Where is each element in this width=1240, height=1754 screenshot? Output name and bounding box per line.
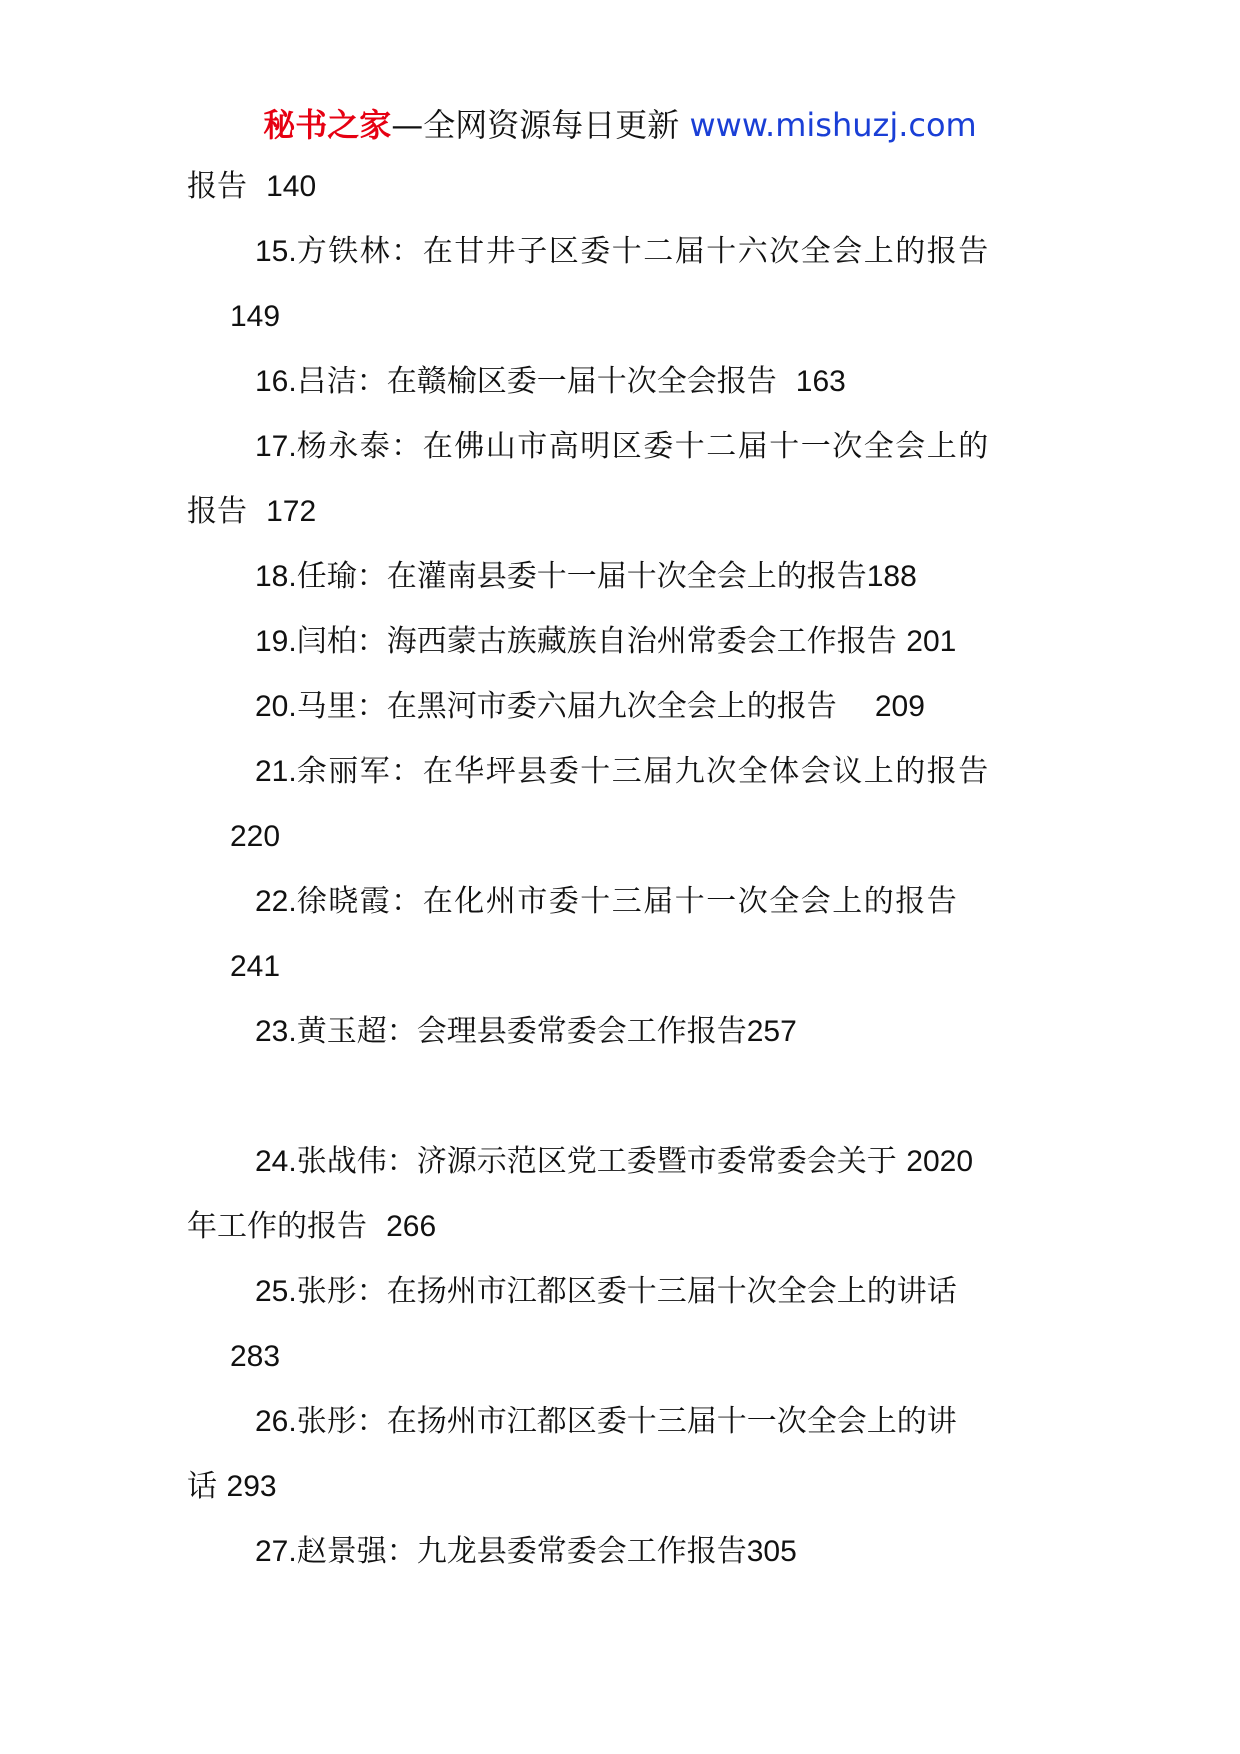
page-header — [0, 100, 1240, 146]
toc-entry-text: 黄玉超：会理县委常委会工作报告 — [296, 1014, 747, 1049]
toc-entry-page: 201 — [906, 625, 957, 658]
toc-entry-page: 305 — [746, 1535, 797, 1568]
toc-entry-20 — [255, 687, 925, 727]
toc-entry-25-page: 283 — [230, 1340, 281, 1373]
toc-entry-page: 188 — [866, 560, 917, 593]
toc-entry-year: 2020 — [906, 1145, 974, 1178]
toc-entry-page: 172 — [266, 495, 317, 528]
toc-entry-14-tail — [187, 167, 316, 207]
toc-entry-page: 163 — [795, 365, 846, 398]
toc-entry-15-page: 149 — [230, 300, 281, 333]
toc-entry-text: 徐晓霞：在化州市委十三届十一次全会上的报告 — [296, 884, 959, 919]
toc-entry-number: 20. — [255, 690, 297, 723]
toc-entry-number: 18. — [255, 560, 297, 593]
toc-entry-page: 140 — [266, 170, 317, 203]
toc-entry-text: 报告 — [187, 494, 247, 529]
toc-entry-number: 17. — [255, 430, 297, 463]
toc-entry-26-cont — [187, 1467, 277, 1507]
toc-entry-number: 15. — [255, 235, 297, 268]
toc-entry-number: 24. — [255, 1145, 297, 1178]
toc-entry-number: 22. — [255, 885, 297, 918]
toc-entry-text: 任瑜：在灌南县委十一届十次全会上的报告 — [296, 559, 867, 594]
toc-entry-number: 16. — [255, 365, 297, 398]
toc-entry-text: 吕洁：在赣榆区委一届十次全会报告 — [296, 364, 777, 399]
toc-entry-22-page: 241 — [230, 950, 281, 983]
header-tagline: —全网资源每日更新 — [391, 106, 690, 144]
toc-entry-22 — [255, 882, 958, 922]
toc-entry-text: 赵景强：九龙县委常委会工作报告 — [296, 1534, 747, 1569]
toc-entry-text: 报告 — [187, 169, 247, 204]
toc-entry-17 — [255, 427, 990, 467]
toc-entry-26 — [255, 1402, 957, 1442]
toc-entry-text: 年工作的报告 — [187, 1209, 367, 1244]
toc-entry-18 — [255, 557, 917, 597]
toc-entry-text: 马里：在黑河市委六届九次全会上的报告 — [296, 689, 837, 724]
toc-entry-text: 杨永泰：在佛山市高明区委十二届十一次全会上的 — [296, 429, 990, 464]
toc-entry-page: 293 — [226, 1470, 277, 1503]
toc-entry-21 — [255, 752, 990, 792]
toc-entry-27 — [255, 1532, 797, 1572]
toc-entry-15 — [255, 232, 990, 272]
toc-entry-text: 张彤：在扬州市江都区委十三届十次全会上的讲话 — [296, 1274, 957, 1309]
toc-entry-19 — [255, 622, 956, 662]
toc-entry-text: 方铁林：在甘井子区委十二届十六次全会上的报告 — [296, 234, 990, 269]
header-brand: 秘书之家 — [263, 106, 392, 144]
toc-entry-23 — [255, 1012, 797, 1052]
toc-entry-16 — [255, 362, 846, 402]
toc-entry-17-cont — [187, 492, 316, 532]
toc-entry-number: 21. — [255, 755, 297, 788]
toc-entry-text: 张彤：在扬州市江都区委十三届十一次全会上的讲 — [296, 1404, 957, 1439]
toc-entry-page: 266 — [386, 1210, 437, 1243]
toc-entry-number: 27. — [255, 1535, 297, 1568]
toc-entry-number: 25. — [255, 1275, 297, 1308]
toc-entry-number: 19. — [255, 625, 297, 658]
toc-entry-21-page: 220 — [230, 820, 281, 853]
toc-entry-text: 余丽军：在华坪县委十三届九次全体会议上的报告 — [296, 754, 990, 789]
toc-entry-number: 23. — [255, 1015, 297, 1048]
toc-entry-page: 257 — [746, 1015, 797, 1048]
toc-entry-24-cont — [187, 1207, 436, 1247]
toc-entry-text: 张战伟：济源示范区党工委暨市委常委会关于 — [296, 1144, 897, 1179]
toc-entry-24 — [255, 1142, 973, 1182]
toc-entry-text: 话 — [187, 1469, 217, 1504]
toc-entry-text: 闫柏：海西蒙古族藏族自治州常委会工作报告 — [296, 624, 897, 659]
toc-entry-25 — [255, 1272, 957, 1312]
toc-entry-page: 209 — [874, 690, 925, 723]
toc-entry-number: 26. — [255, 1405, 297, 1438]
header-url[interactable]: www.mishuzj.com — [689, 106, 977, 144]
